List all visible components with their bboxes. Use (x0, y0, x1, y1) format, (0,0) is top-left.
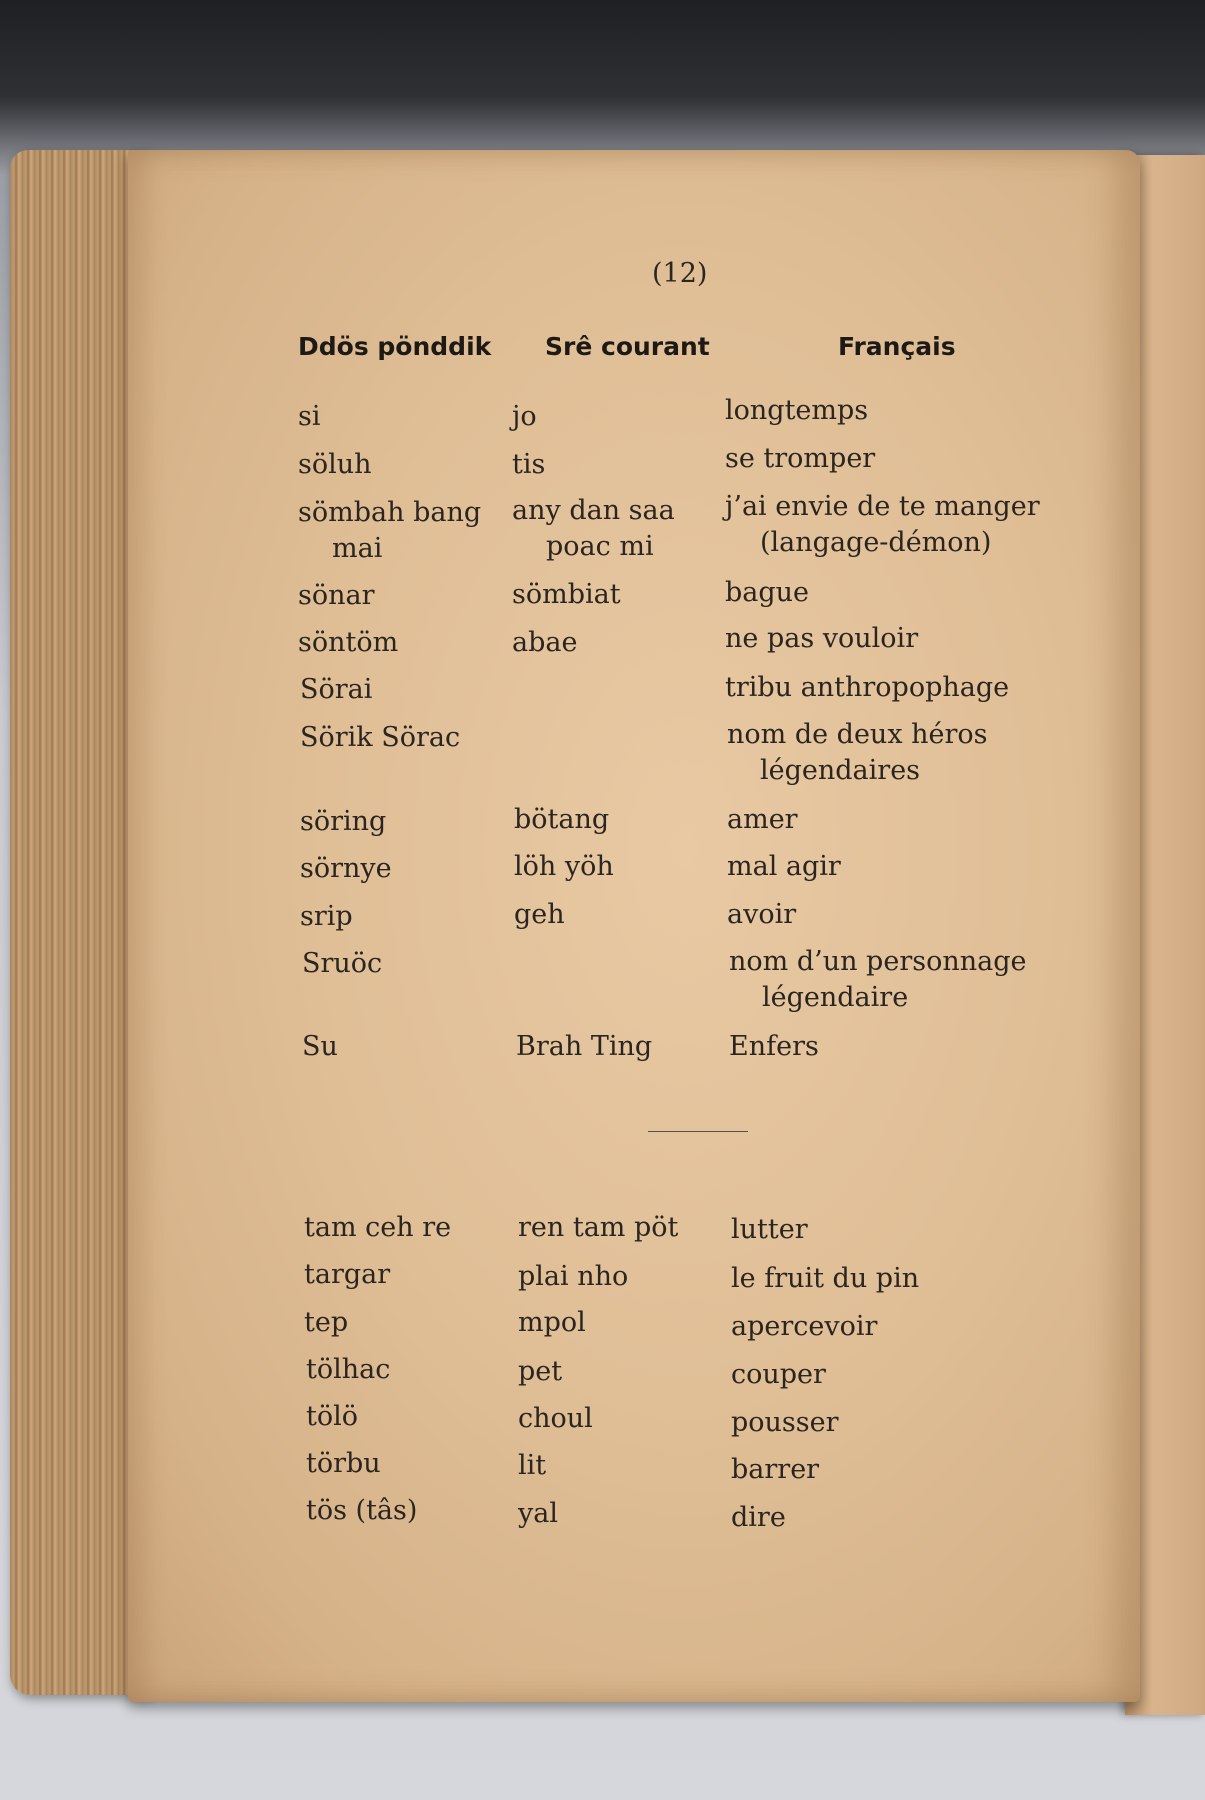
entry-sre: yal (518, 1498, 558, 1529)
entry-ddos: tös (tâs) (306, 1495, 418, 1526)
entry-fr: ne pas vouloir (725, 623, 919, 654)
entry-ddos: Sörik Sörac (300, 722, 461, 753)
entry-ddos: sörnye (300, 853, 392, 884)
entry-ddos: Sruöc (302, 948, 383, 979)
entry-fr: apercevoir (731, 1311, 878, 1342)
entry-fr-cont: (langage-démon) (760, 527, 992, 558)
background-shadow (0, 0, 1205, 175)
entry-fr: couper (731, 1359, 826, 1390)
entry-fr-cont: légendaires (760, 755, 921, 786)
entry-ddos: tölö (306, 1401, 358, 1432)
page-number: (12) (652, 258, 708, 289)
entry-fr: longtemps (725, 395, 869, 426)
entry-ddos: tep (304, 1307, 349, 1338)
entry-fr: bague (725, 577, 810, 608)
entry-fr-cont: légendaire (762, 982, 909, 1013)
entry-sre: pet (518, 1356, 563, 1387)
entry-sre: sömbiat (512, 579, 621, 610)
entry-sre: ren tam pöt (518, 1212, 679, 1243)
entry-sre: plai nho (518, 1261, 629, 1292)
header-sre-courant: Srê courant (545, 332, 710, 361)
entry-ddos: Su (302, 1031, 338, 1062)
entry-ddos: söluh (298, 449, 372, 480)
entry-ddos-cont: mai (332, 533, 383, 564)
book-page (128, 150, 1140, 1702)
entry-fr: pousser (731, 1407, 839, 1438)
entry-sre: löh yöh (514, 851, 614, 882)
entry-fr: lutter (731, 1214, 808, 1245)
entry-ddos: si (298, 401, 321, 432)
entry-fr: nom de deux héros (727, 719, 988, 750)
entry-fr: se tromper (725, 443, 876, 474)
entry-ddos: söntöm (298, 627, 399, 658)
entry-ddos: söring (300, 806, 387, 837)
entry-ddos: Sörai (300, 674, 373, 705)
entry-fr: amer (727, 804, 798, 835)
entry-ddos: sömbah bang (298, 497, 482, 528)
header-ddos-ponddik: Ddös pönddik (298, 332, 492, 361)
entry-fr: nom d’un personnage (729, 946, 1027, 977)
entry-sre: choul (518, 1403, 593, 1434)
entry-fr: le fruit du pin (731, 1263, 920, 1294)
entry-fr: mal agir (727, 851, 841, 882)
entry-sre-cont: poac mi (546, 531, 654, 562)
entry-ddos: törbu (306, 1448, 381, 1479)
entry-sre: any dan saa (512, 495, 675, 526)
entry-ddos: targar (304, 1259, 391, 1290)
entry-sre: jo (512, 401, 537, 432)
entry-sre: tis (512, 449, 546, 480)
entry-fr: avoir (727, 899, 797, 930)
entry-sre: abae (512, 627, 578, 658)
entry-sre: Brah Ting (516, 1031, 653, 1062)
entry-ddos: tam ceh re (304, 1212, 452, 1243)
entry-fr: j’ai envie de te manger (725, 491, 1040, 522)
entry-ddos: srip (300, 901, 353, 932)
entry-fr: tribu anthropophage (725, 672, 1010, 703)
header-francais: Français (838, 332, 956, 361)
entry-fr: Enfers (729, 1031, 819, 1062)
entry-fr: dire (731, 1502, 786, 1533)
entry-sre: mpol (518, 1307, 586, 1338)
entry-ddos: tölhac (306, 1354, 391, 1385)
entry-fr: barrer (731, 1454, 820, 1485)
entry-ddos: sönar (298, 580, 375, 611)
section-divider (648, 1131, 748, 1132)
entry-sre: geh (514, 899, 565, 930)
entry-sre: bötang (514, 804, 610, 835)
entry-sre: lit (518, 1450, 547, 1481)
